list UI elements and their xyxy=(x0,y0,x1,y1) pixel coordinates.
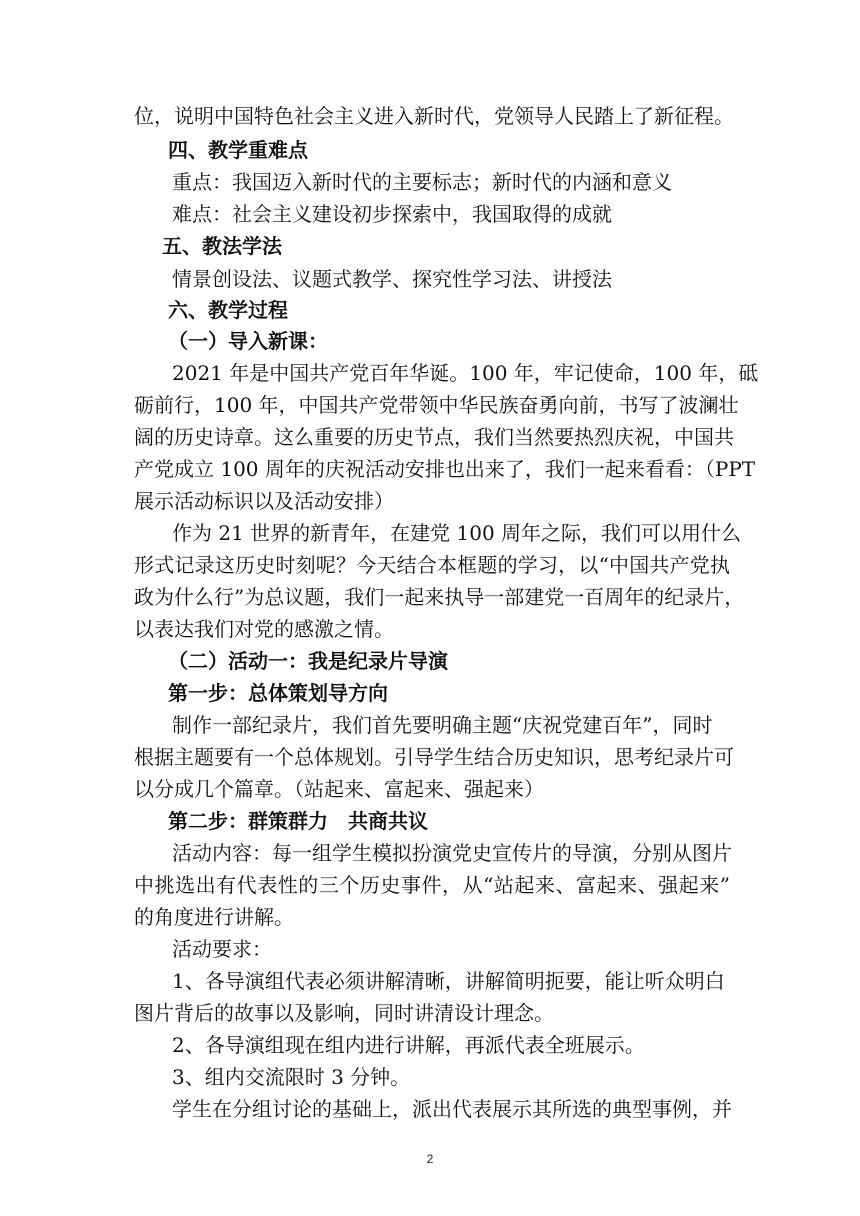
body-line: 政为什么行”为总议题，我们一起来执导一部建党一百周年的纪录片， xyxy=(134,585,745,609)
body-line: 活动要求： xyxy=(172,937,272,961)
body-line: 作为 21 世界的新青年，在建党 100 周年之际，我们可以用什么 xyxy=(172,521,742,545)
body-line: 1、各导演组代表必须讲解清晰，讲解简明扼要，能让听众明白 xyxy=(172,969,725,993)
body-line: 图片背后的故事以及影响，同时讲清设计理念。 xyxy=(134,1001,554,1025)
body-line: 以分成几个篇章。（站起来、富起来、强起来） xyxy=(134,777,544,801)
section-heading: 六、教学过程 xyxy=(168,298,288,322)
body-line: 以表达我们对党的感激之情。 xyxy=(134,617,394,641)
body-line: 学生在分组讨论的基础上，派出代表展示其所选的典型事例，并 xyxy=(172,1097,732,1121)
body-line: 展示活动标识以及活动安排） xyxy=(134,489,394,513)
body-line: 3、组内交流限时 3 分钟。 xyxy=(172,1065,411,1089)
subsection-heading: （一）导入新课： xyxy=(168,329,328,353)
body-line: 2、各导演组现在组内进行讲解，再派代表全班展示。 xyxy=(172,1033,645,1057)
body-line: 2021 年是中国共产党百年华诞。100 年，牢记使命，100 年，砥 xyxy=(172,361,759,385)
subsection-heading: （二）活动一：我是纪录片导演 xyxy=(168,649,448,673)
body-line: 产党成立 100 周年的庆祝活动安排也出来了，我们一起来看看：（PPT xyxy=(134,457,756,481)
body-line: 根据主题要有一个总体规划。引导学生结合历史知识，思考纪录片可 xyxy=(134,745,734,769)
body-line: 位，说明中国特色社会主义进入新时代，党领导人民踏上了新征程。 xyxy=(134,104,734,128)
section-heading: 四、教学重难点 xyxy=(168,138,308,162)
step-heading: 第一步：总体策划导方向 xyxy=(168,681,388,705)
section-heading: 五、教法学法 xyxy=(162,234,282,258)
body-line: 砺前行，100 年，中国共产党带领中华民族奋勇向前，书写了波澜壮 xyxy=(134,393,739,417)
step-heading: 第二步：群策群力 共商共议 xyxy=(168,809,428,833)
body-line: 制作一部纪录片，我们首先要明确主题“庆祝党建百年”，同时 xyxy=(172,713,713,737)
body-line: 活动内容：每一组学生模拟扮演党史宣传片的导演，分别从图片 xyxy=(172,841,732,865)
body-line: 阔的历史诗章。这么重要的历史节点，我们当然要热烈庆祝，中国共 xyxy=(134,425,734,449)
body-line: 的角度进行讲解。 xyxy=(134,905,294,929)
body-line: 中挑选出有代表性的三个历史事件，从“站起来、富起来、强起来” xyxy=(134,873,730,897)
body-line: 难点：社会主义建设初步探索中，我国取得的成就 xyxy=(172,202,612,226)
page-number: 2 xyxy=(426,1152,434,1166)
body-line: 重点：我国迈入新时代的主要标志；新时代的内涵和意义 xyxy=(172,170,672,194)
body-line: 情景创设法、议题式教学、探究性学习法、讲授法 xyxy=(172,267,612,291)
body-line: 形式记录这历史时刻呢？今天结合本框题的学习，以“中国共产党执 xyxy=(134,553,730,577)
